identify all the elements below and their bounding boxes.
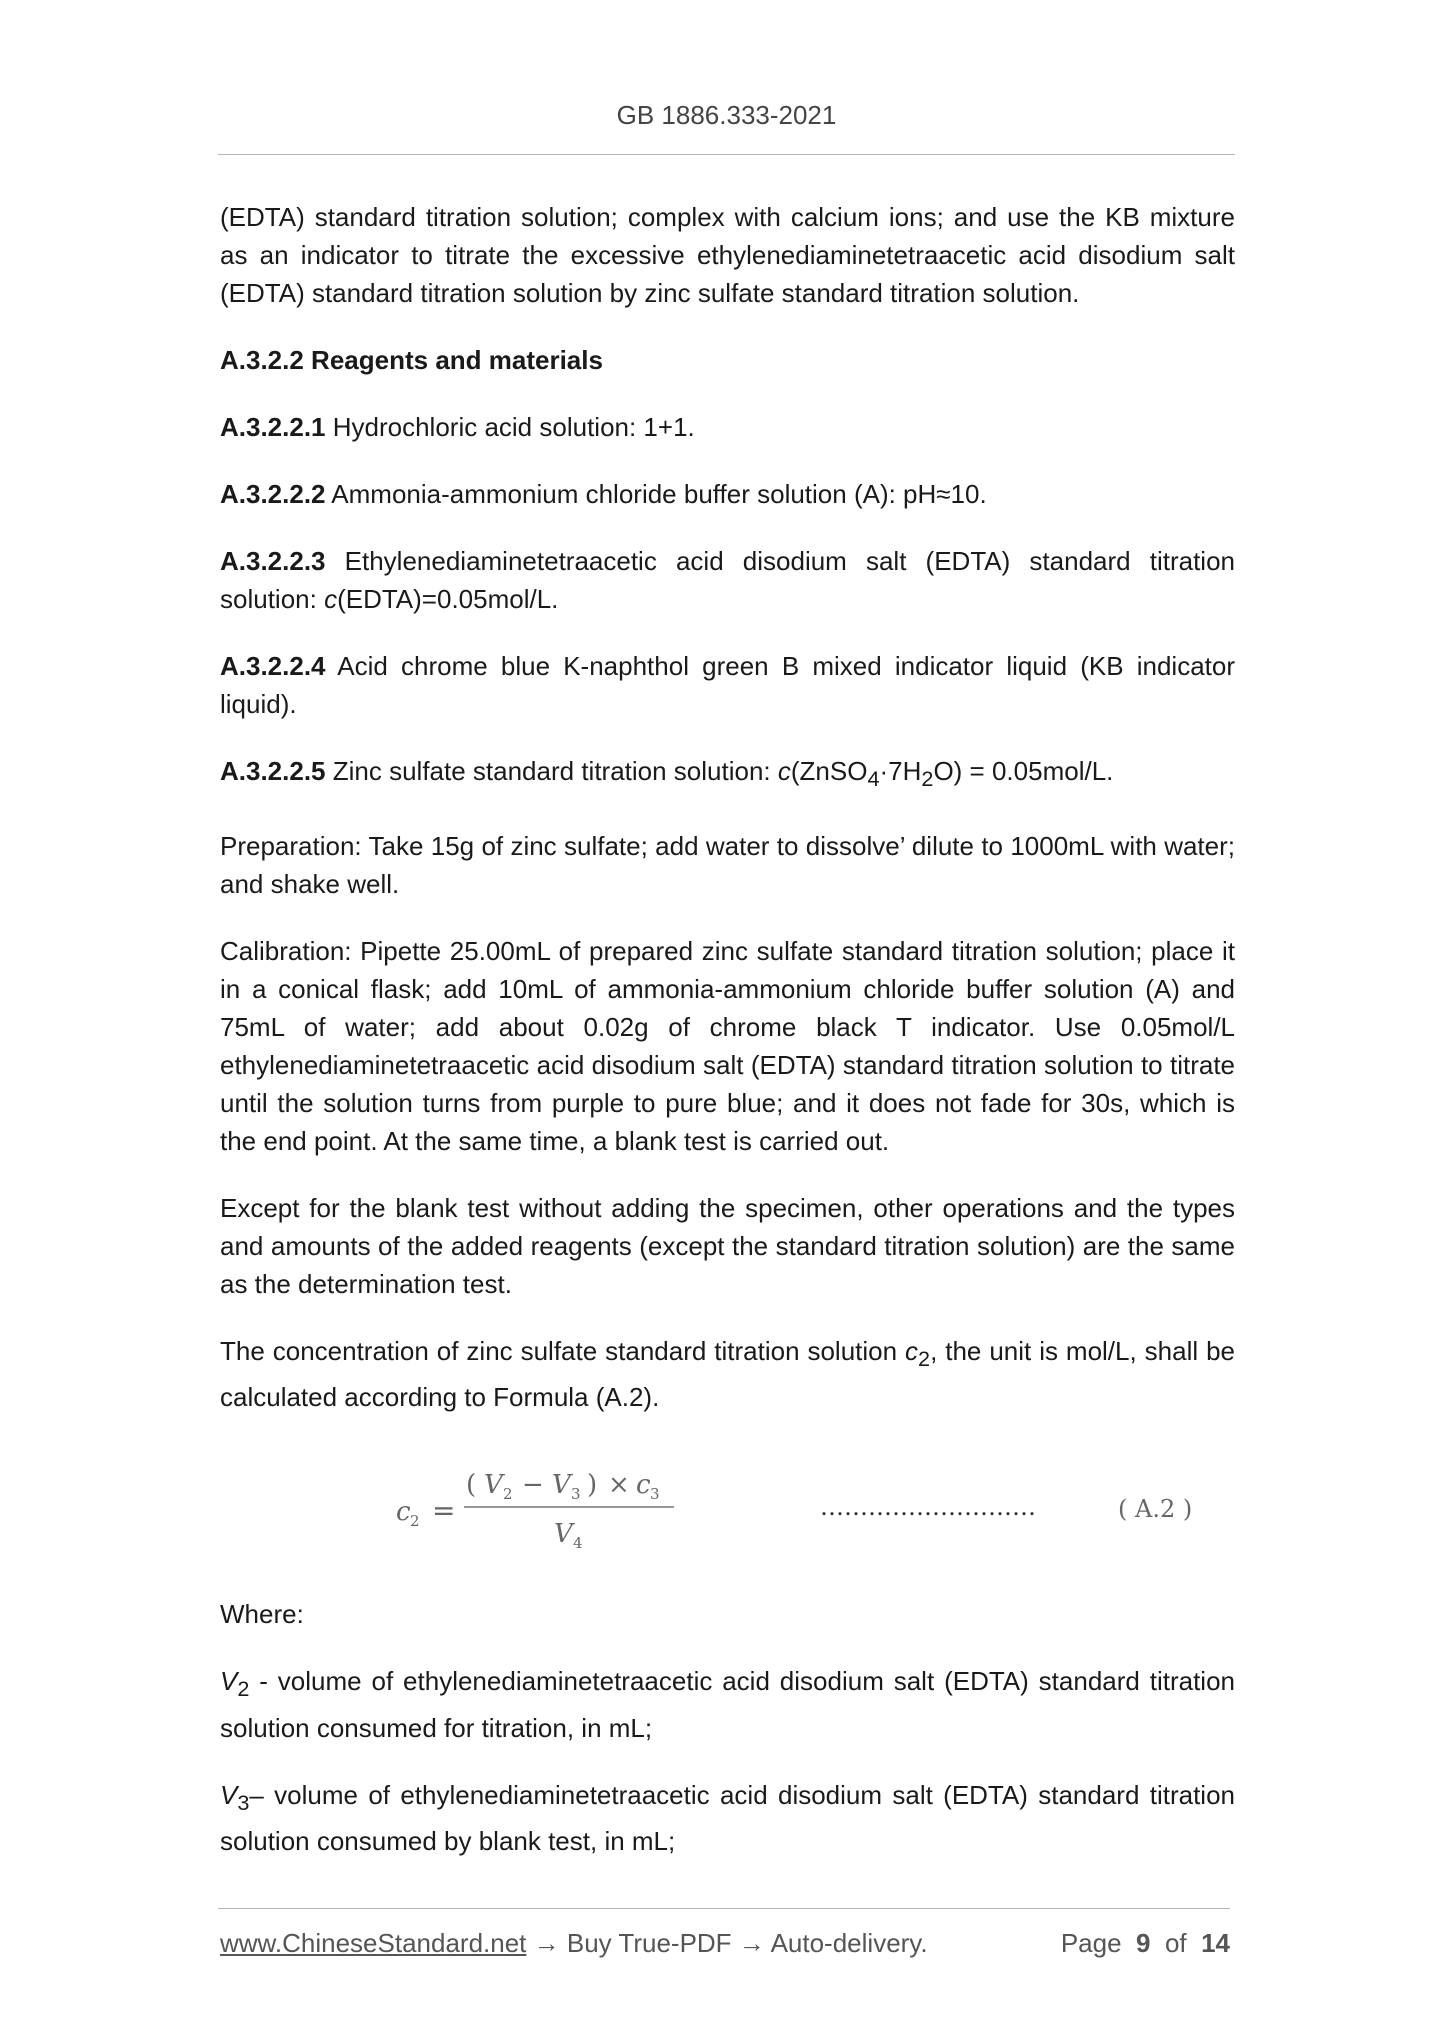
symbol-c: c: [324, 584, 338, 614]
formula-num-open: (: [466, 1470, 477, 1501]
page-total: 14: [1201, 1928, 1230, 1958]
page-content: [220, 198, 1235, 1889]
footer-tagline: → Buy True-PDF → Auto-delivery.: [526, 1928, 928, 1958]
reagent-item-5: [220, 752, 1235, 798]
formula-den-v4: V: [554, 1519, 573, 1550]
subscript: 2: [918, 1346, 931, 1372]
page-footer: [220, 1928, 1230, 1959]
subscript: 2: [237, 1676, 250, 1702]
calibration-paragraph: Calibration: Pipette 25.00mL of prepared zinc sulfate standard titration solution; place it in a conical flask; add 10mL of ammonia-ammonium chloride buffer solution (A) and 75mL of water; add about 0.02g of chrome black T indicator. Use 0.05mol/L ethylenediaminetetraacetic acid disodium salt (EDTA) standard titration solution to titrate until the solution turns from purple to pure blue; and it does not fade for 30s, which is the end point. At the same time, a blank test is carried out.: [220, 936, 1235, 1157]
reagent-text: Ethylenediaminetetraacetic acid disodium salt (EDTA) standard titration solution:: [220, 546, 1235, 614]
symbol-c: c: [777, 756, 791, 786]
reagent-text-tail: (EDTA)=0.05mol/L.: [337, 584, 559, 614]
formula-num-v2: V: [484, 1470, 503, 1501]
definition-text: - volume of ethylenediaminetetraacetic acid disodium salt (EDTA) standard titration solution consumed for titration, in mL;: [220, 1666, 1235, 1743]
preparation-paragraph: Preparation: Take 15g of zinc sulfate; add water to dissolve’ dilute to 1000mL with water; and shake well.: [220, 831, 1235, 900]
reagent-item-4: [220, 647, 1235, 723]
reagent-number: A.3.2.2.2: [220, 479, 326, 509]
formula-label: ( A.2 ): [1118, 1495, 1193, 1524]
formula-lhs-sub: 2: [410, 1512, 420, 1531]
formula-lhs: c: [396, 1497, 411, 1528]
page-label: Page: [1060, 1928, 1122, 1958]
definition-text: – volume of ethylenediaminetetraacetic acid disodium salt (EDTA) standard titration solution consumed by blank test, in mL;: [220, 1779, 1235, 1856]
subscript: 3: [237, 1789, 250, 1815]
blank-test-paragraph: Except for the blank test without adding the specimen, other operations and the types and amounts of the added reagents (except the standard titration solution) are the same as the determination test.: [220, 1193, 1235, 1300]
formula-num-times: ×: [608, 1470, 630, 1501]
website-link[interactable]: www.ChineseStandard.net: [220, 1928, 527, 1958]
formula-num-v2-sub: 2: [503, 1485, 513, 1504]
reagent-item-1: [220, 408, 1235, 446]
formula-leader-dots: ………………………: [820, 1493, 1036, 1522]
formula-part: ·7H: [879, 756, 922, 786]
subscript: 2: [921, 766, 934, 792]
formula-svg: [220, 1445, 1235, 1563]
reagent-number: A.3.2.2.3: [220, 546, 326, 576]
of-label: of: [1164, 1928, 1187, 1958]
formula-equals: =: [432, 1494, 456, 1528]
reagent-number: A.3.2.2.4: [220, 651, 326, 681]
formula-num-v3-sub: 3: [571, 1485, 581, 1504]
reagent-text: Hydrochloric acid solution: 1+1.: [325, 412, 695, 442]
formula-num-c3: c: [636, 1470, 651, 1501]
formula-num-v3: V: [552, 1470, 571, 1501]
formula-a2: [220, 1445, 1235, 1563]
conc-text-tail: , the unit is mol/L, shall be calculated according to Formula (A.2).: [220, 1336, 1235, 1413]
page-indicator: [1061, 1928, 1230, 1959]
symbol-c: c: [905, 1336, 919, 1367]
formula-num-minus: −: [522, 1470, 544, 1501]
page-number: 9: [1136, 1928, 1151, 1958]
section-heading-text: A.3.2.2 Reagents and materials: [220, 345, 603, 375]
formula-den-v4-sub: 4: [573, 1534, 583, 1553]
symbol-v: V: [220, 1779, 238, 1810]
subscript: 4: [867, 766, 880, 792]
symbol-v: V: [220, 1666, 238, 1697]
footer-divider: [218, 1908, 1230, 1909]
section-heading: [220, 341, 1235, 379]
reagent-item-2: [220, 475, 1235, 513]
formula-part: (ZnSO: [790, 756, 868, 786]
reagent-text: Acid chrome blue K-naphthol green B mixed indicator liquid (KB indicator liquid).: [220, 651, 1235, 719]
formula-part: O) = 0.05mol/L.: [933, 756, 1114, 786]
reagent-item-3: [220, 542, 1235, 618]
definition-v2: [220, 1662, 1235, 1746]
where-label: Where:: [220, 1599, 304, 1630]
reagent-number: A.3.2.2.1: [220, 412, 326, 442]
concentration-paragraph: [220, 1332, 1235, 1416]
conc-text: The concentration of zinc sulfate standard titration solution: [220, 1336, 906, 1367]
reagent-text: Zinc sulfate standard titration solution:: [325, 756, 778, 786]
definition-v3: [220, 1776, 1235, 1860]
paragraph-continued: (EDTA) standard titration solution; complex with calcium ions; and use the KB mixture as an indicator to titrate the excessive ethylenediaminetetraacetic acid disodium salt (EDTA) standard titration solution by zinc sulfate standard titration solution.: [220, 202, 1235, 308]
formula-num-c3-sub: 3: [650, 1485, 660, 1504]
header-divider: [218, 154, 1235, 155]
page-header: GB 1886.333-2021: [616, 100, 837, 130]
reagent-number: A.3.2.2.5: [220, 756, 326, 786]
formula-num-close: ): [587, 1470, 598, 1501]
reagent-text: Ammonia-ammonium chloride buffer solution (A): pH≈10.: [325, 479, 987, 509]
